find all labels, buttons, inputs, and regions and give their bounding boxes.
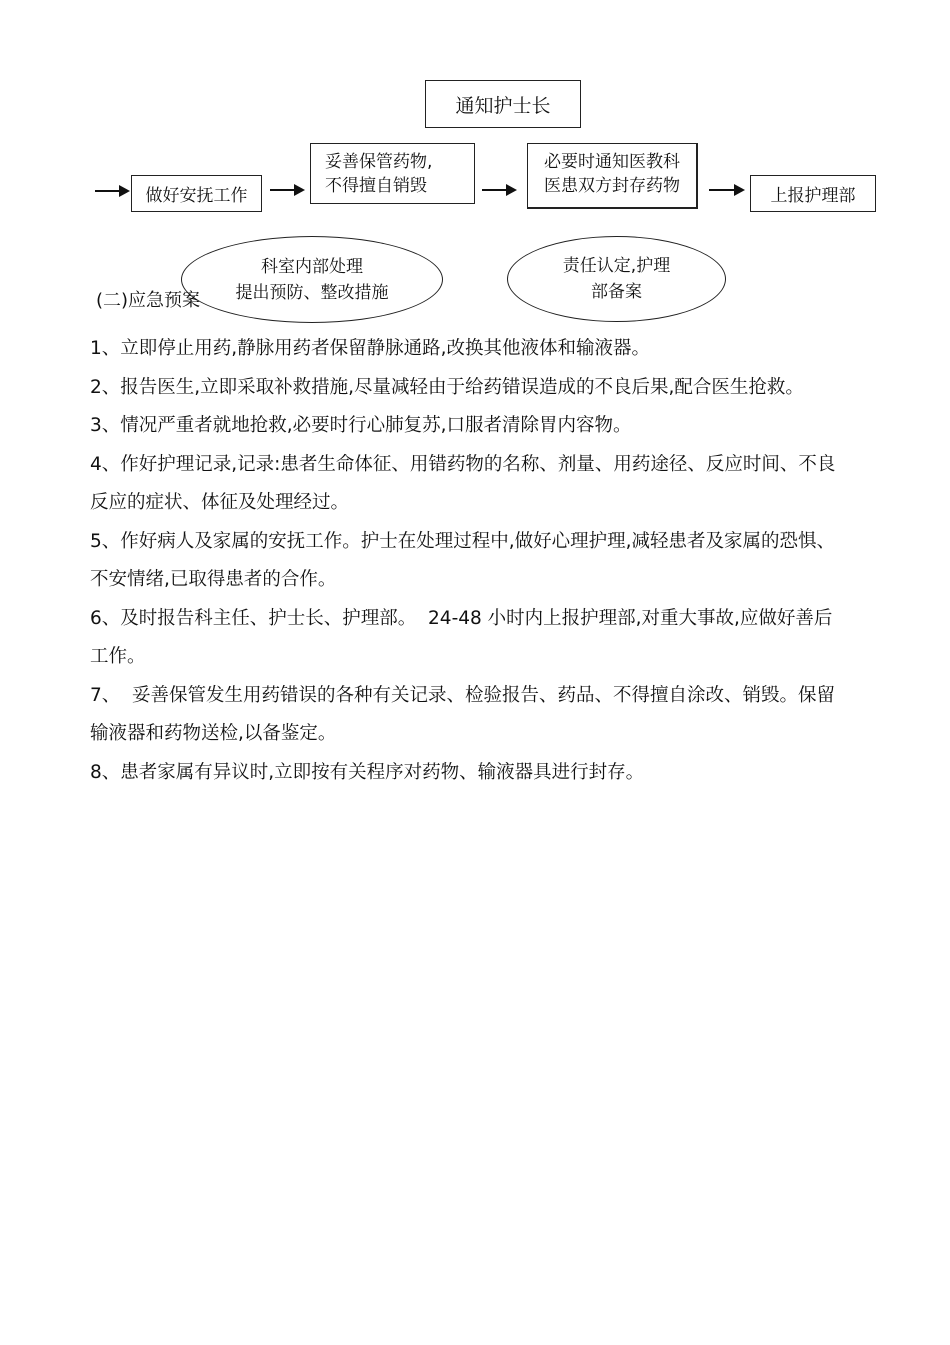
section-title: (二)应急预案 (96, 290, 201, 311)
seal-medicine-box (527, 143, 698, 209)
internal-handling-line1: 科室内部处理 (261, 256, 363, 277)
responsibility-line1: 责任认定,护理 (562, 256, 671, 276)
notify-head-nurse-box (425, 80, 581, 128)
list-item: 2、报告医生,立即采取补救措施,尽量减轻由于给药错误造成的不良后果,配合医生抢救。 (90, 376, 804, 398)
seal-medicine-line1: 必要时通知医教科 (544, 152, 680, 172)
notify-head-nurse-label: 通知护士长 (455, 94, 551, 117)
arrow-box2-to-box3 (482, 189, 507, 191)
internal-handling-oval (181, 236, 443, 323)
report-nursing-dept-label: 上报护理部 (770, 186, 856, 206)
list-item: 4、作好护理记录,记录:患者生命体征、用错药物的名称、剂量、用药途径、反应时间、不良反应的症状、体征及处理经过。 (90, 453, 836, 513)
emergency-plan-list (90, 330, 850, 792)
responsibility-line2: 部备案 (591, 282, 642, 302)
arrow-box3-to-box4 (709, 189, 735, 191)
arrow-box1-to-box2 (270, 189, 295, 191)
responsibility-oval (507, 236, 726, 322)
list-item: 6、及时报告科主任、护士长、护理部。 24-48 小时内上报护理部,对重大事故,应做好善后工作。 (90, 607, 833, 667)
keep-medicine-line1: 妥善保管药物, (325, 152, 433, 172)
keep-medicine-line2: 不得擅自销毁 (325, 176, 427, 196)
keep-medicine-box (310, 143, 475, 204)
arrow-into-box1 (95, 190, 120, 192)
report-nursing-dept-box (750, 175, 876, 212)
seal-medicine-line2: 医患双方封存药物 (544, 176, 680, 196)
list-item: 1、立即停止用药,静脉用药者保留静脉通路,改换其他液体和输液器。 (90, 338, 651, 359)
list-item: 5、作好病人及家属的安抚工作。护士在处理过程中,做好心理护理,减轻患者及家属的恐惧、不安情绪,已取得患者的合作。 (90, 530, 836, 590)
comfort-work-box (131, 175, 262, 212)
list-item: 8、患者家属有异议时,立即按有关程序对药物、输液器具进行封存。 (90, 761, 645, 783)
list-item: 3、情况严重者就地抢救,必要时行心肺复苏,口服者清除胃内容物。 (90, 415, 632, 436)
internal-handling-line2: 提出预防、整改措施 (235, 282, 389, 303)
comfort-work-label: 做好安抚工作 (145, 186, 248, 206)
list-item: 7、 妥善保管发生用药错误的各种有关记录、检验报告、药品、不得擅自涂改、销毁。保留输液器和药物送检,以备鉴定。 (90, 684, 836, 744)
